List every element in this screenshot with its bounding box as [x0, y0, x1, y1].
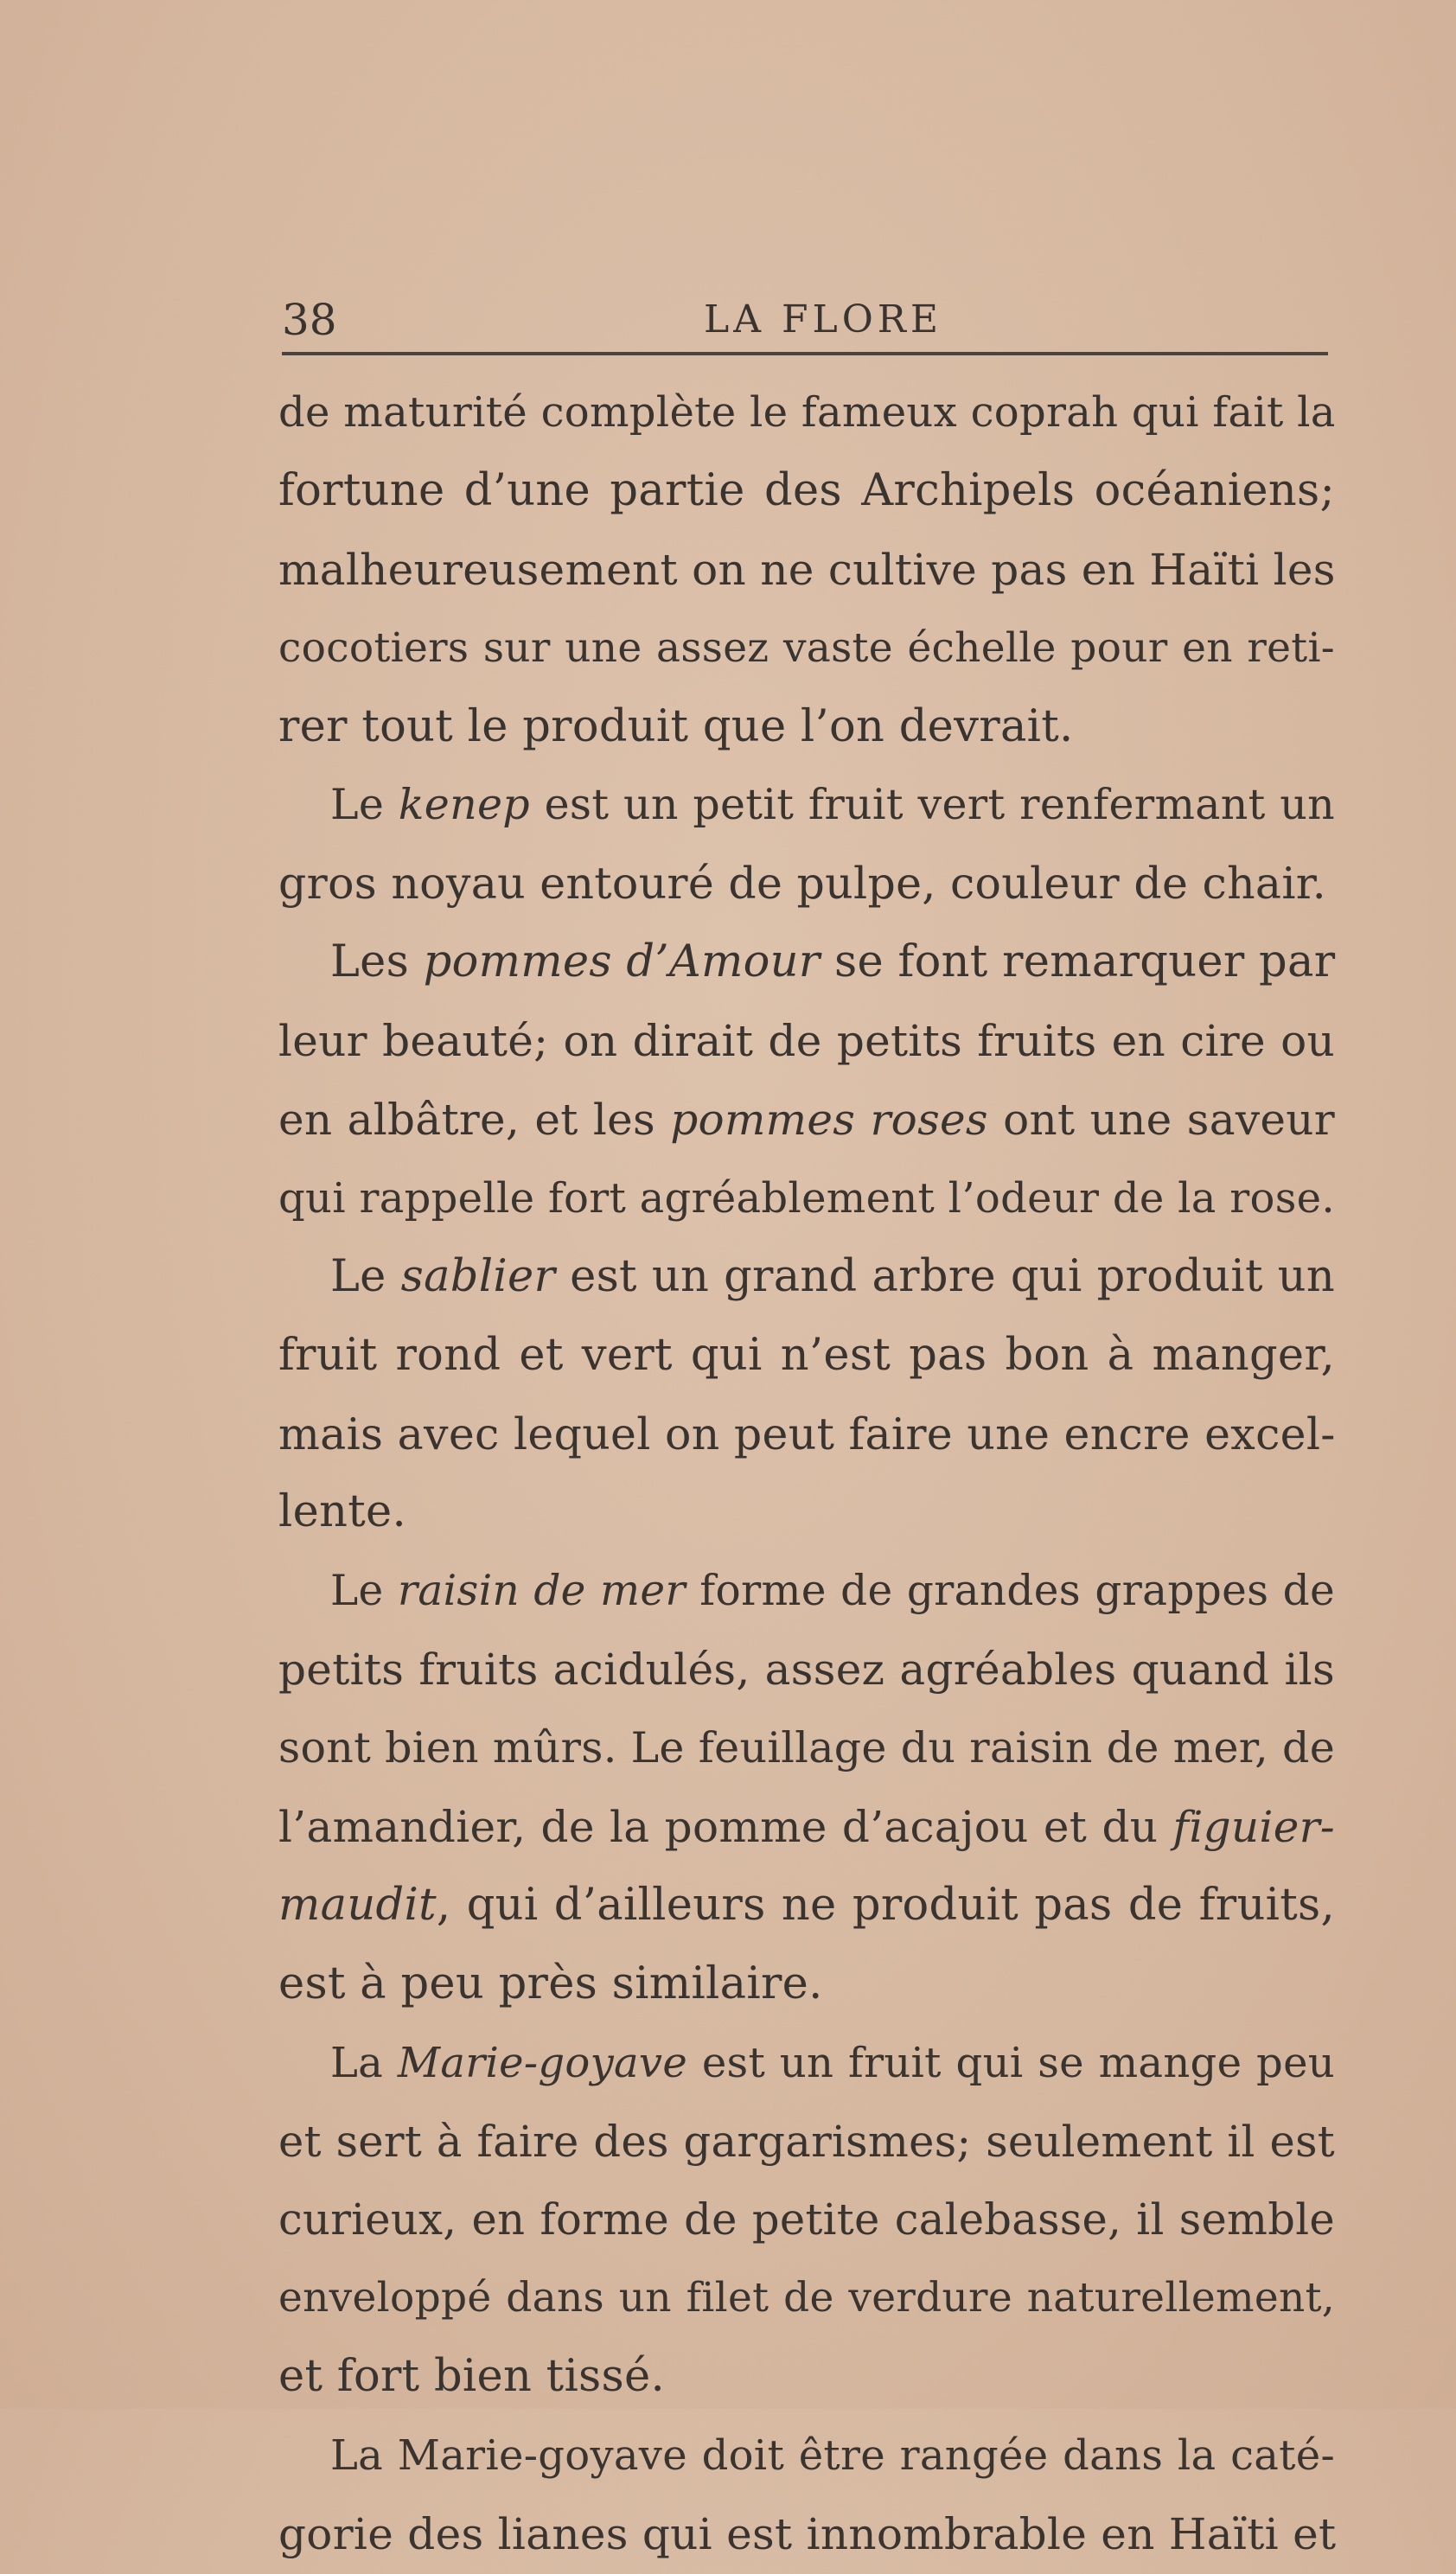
text-line: en albâtre, et les pommes roses ont une saveur — [278, 1095, 1335, 1146]
text-line: leur beauté; on dirait de petits fruits en cire ou — [278, 1016, 1335, 1067]
text-line: sont bien mûrs. Le feuillage du raisin de mer, de — [278, 1723, 1335, 1773]
text-line: l’amandier, de la pomme d’acajou et du figuier- — [278, 1802, 1335, 1853]
italic-term: kenep — [398, 780, 530, 830]
text-line: fortune d’une partie des Archipels océaniens; — [278, 464, 1335, 516]
text-line: rer tout le produit que l’on devrait. — [278, 700, 1074, 752]
text-line: et fort bien tissé. — [278, 2351, 665, 2403]
text-line: enveloppé dans un filet de verdure naturellement, — [278, 2274, 1335, 2322]
text-line: Le kenep est un petit fruit vert renfermant un — [330, 780, 1336, 830]
body-text — [278, 374, 1335, 2574]
italic-term: pommes roses — [670, 1095, 988, 1146]
text-line: La Marie-goyave est un fruit qui se mange peu — [330, 2038, 1336, 2087]
italic-term: raisin de mer — [397, 1567, 686, 1616]
text-line: Le raisin de mer forme de grandes grappes de — [330, 1567, 1335, 1616]
italic-term: pommes d’Amour — [423, 936, 821, 988]
text-line: est à peu près similaire. — [278, 1958, 823, 2009]
italic-term: Marie-goyave — [397, 2038, 688, 2087]
text-line: petits fruits acidulés, assez agréables quand ils — [278, 1645, 1335, 1696]
text-line: gorie des lianes qui est innombrable en Haïti et — [278, 2509, 1337, 2560]
text-line: La Marie-goyave doit être rangée dans la caté- — [330, 2431, 1335, 2481]
text-line: qui rappelle fort agréablement l’odeur de la rose. — [278, 1173, 1335, 1223]
text-line: Les pommes d’Amour se font remarquer par — [330, 936, 1336, 988]
text-line: fruit rond et vert qui n’est pas bon à manger, — [278, 1329, 1335, 1381]
text-line: curieux, en forme de petite calebasse, il semble — [278, 2194, 1335, 2245]
text-line: maudit, qui d’ailleurs ne produit pas de fruits, — [278, 1879, 1335, 1931]
text-line: gros noyau entouré de pulpe, couleur de chair. — [278, 858, 1327, 910]
running-title: LA FLORE — [704, 297, 943, 342]
header-rule — [282, 352, 1328, 355]
text-line: Le sablier est un grand arbre qui produit un — [330, 1250, 1335, 1302]
italic-term: figuier- — [1172, 1802, 1335, 1853]
italic-term: sablier — [400, 1250, 556, 1302]
text-line: de maturité complète le fameux coprah qui fait la — [278, 388, 1336, 437]
text-line: lente. — [278, 1486, 407, 1538]
text-line: malheureusement on ne cultive pas en Haïti les — [278, 544, 1336, 595]
page-number: 38 — [282, 295, 337, 345]
page-header — [282, 285, 1328, 354]
italic-term: maudit — [278, 1879, 437, 1931]
text-line: cocotiers sur une assez vaste échelle pour en reti- — [278, 623, 1335, 672]
text-line: et sert à faire des gargarismes; seulement il est — [278, 2116, 1335, 2167]
text-line: mais avec lequel on peut faire une encre excel- — [278, 1408, 1336, 1459]
